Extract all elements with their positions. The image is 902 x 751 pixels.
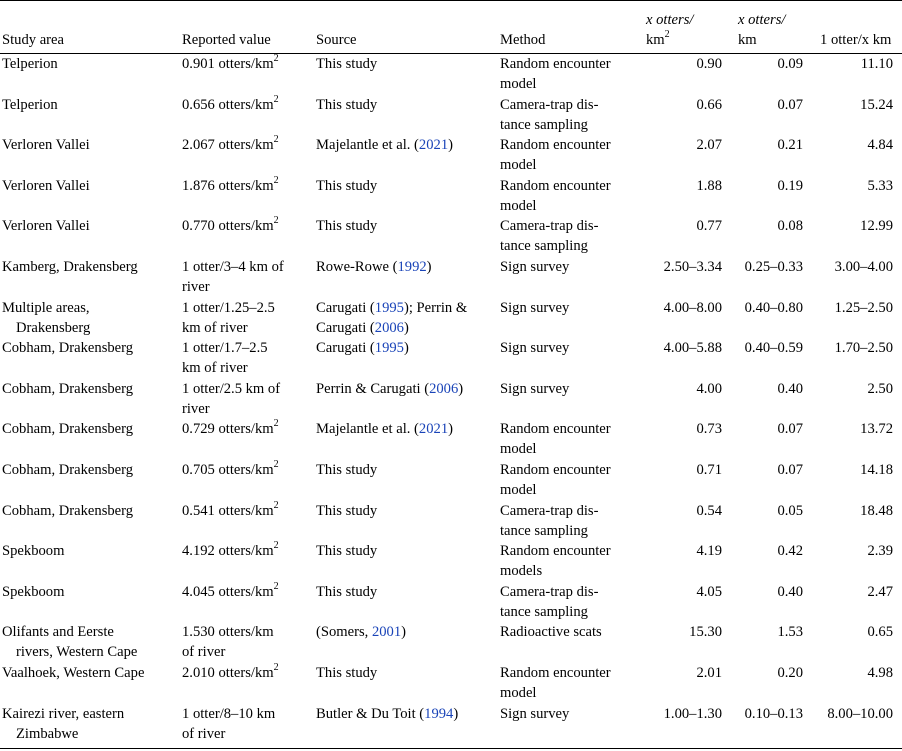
cell-x-per-km: 0.25–0.33 [744, 259, 803, 275]
cell-source: This study [316, 178, 378, 194]
cell-reported-value: 1 otter/1.25–2.5 km of river [182, 300, 275, 336]
cell-x-per-km: 0.20 [777, 665, 803, 681]
cell-one-per-x: 2.50 [867, 381, 893, 397]
cell-x-per-km: 0.40 [777, 381, 803, 397]
cell-study-area: Kairezi river, eastern Zimbabwe [2, 706, 125, 742]
cell-study-area: Verloren Vallei [2, 137, 90, 153]
cell-source: This study [316, 665, 378, 681]
cell-study-area: Cobham, Drakensberg [2, 503, 134, 519]
cell-source: Majelantle et al. (2021) [316, 421, 453, 437]
cell-source: This study [316, 56, 378, 72]
cell-method: Random encounter model [500, 137, 611, 173]
cell-source: Rowe-Rowe (1992) [316, 259, 432, 275]
cell-x-per-km2: 0.73 [696, 421, 722, 437]
cell-reported-value: 0.770 otters/$km^2$ [182, 215, 279, 234]
cell-x-per-km2: 15.30 [689, 624, 722, 640]
header-x-per-km2-line1: x otters/ [646, 12, 694, 28]
cell-x-per-km2: 0.66 [696, 97, 722, 113]
cell-method: Random encounter model [500, 462, 611, 498]
cell-reported-value: 1 otter/8–10 km of river [182, 706, 276, 742]
cell-x-per-km: 0.19 [777, 178, 803, 194]
cell-method: Random encounter model [500, 56, 611, 92]
cell-source: Carugati (1995) [316, 340, 409, 356]
cell-reported-value: 1.876 otters/$km^2$ [182, 175, 279, 194]
cell-x-per-km: 0.05 [777, 503, 803, 519]
cell-method: Radioactive scats [500, 624, 602, 640]
cell-one-per-x: 2.47 [867, 584, 893, 600]
cell-x-per-km: 0.40–0.80 [744, 300, 803, 316]
cell-study-area: Verloren Vallei [2, 218, 90, 234]
cell-one-per-x: 8.00–10.00 [827, 706, 893, 722]
cell-source: This study [316, 503, 378, 519]
cell-method: Random encounter model [500, 665, 611, 701]
cell-method: Camera-trap dis- tance sampling [500, 584, 599, 620]
header-method: Method [500, 32, 546, 48]
cell-x-per-km: 1.53 [777, 624, 803, 640]
cell-source: Perrin & Carugati (2006) [316, 381, 464, 397]
cell-method: Sign survey [500, 706, 570, 722]
cell-reported-value: 0.656 otters/$km^2$ [182, 94, 279, 113]
cell-source: This study [316, 97, 378, 113]
cell-one-per-x: 14.18 [860, 462, 893, 478]
cell-x-per-km2: 1.00–1.30 [663, 706, 722, 722]
cell-one-per-x: 1.70–2.50 [834, 340, 893, 356]
cell-x-per-km: 0.07 [777, 97, 803, 113]
cell-one-per-x: 11.10 [860, 56, 893, 72]
cell-x-per-km2: 2.07 [696, 137, 722, 153]
cell-x-per-km: 0.07 [777, 462, 803, 478]
cell-one-per-x: 0.65 [867, 624, 893, 640]
cell-x-per-km2: 0.77 [696, 218, 722, 234]
cell-one-per-x: 18.48 [860, 503, 893, 519]
cell-x-per-km: 0.09 [777, 56, 803, 72]
citation-year-link[interactable]: 1995 [374, 340, 404, 356]
cell-source: Majelantle et al. (2021) [316, 137, 453, 153]
cell-source: Butler & Du Toit (1994) [316, 706, 459, 722]
cell-reported-value: 4.045 otters/$km^2$ [182, 581, 279, 600]
cell-study-area: Spekboom [2, 543, 65, 559]
cell-source: This study [316, 462, 378, 478]
top-rule [0, 0, 902, 1]
bottom-rule [0, 748, 902, 749]
cell-study-area: Telperion [2, 56, 58, 72]
cell-method: Random encounter model [500, 421, 611, 457]
citation-year-link[interactable]: 2006 [374, 320, 404, 336]
cell-x-per-km2: 4.05 [696, 584, 722, 600]
cell-x-per-km2: 2.01 [696, 665, 722, 681]
cell-method: Camera-trap dis- tance sampling [500, 97, 599, 133]
cell-x-per-km2: 4.00–5.88 [663, 340, 722, 356]
cell-reported-value: 0.901 otters/$km^2$ [182, 53, 279, 72]
cell-one-per-x: 1.25–2.50 [834, 300, 893, 316]
cell-x-per-km2: 4.19 [696, 543, 722, 559]
cell-study-area: Telperion [2, 97, 58, 113]
cell-study-area: Spekboom [2, 584, 65, 600]
cell-x-per-km2: 2.50–3.34 [663, 259, 722, 275]
cell-method: Random encounter models [500, 543, 611, 579]
cell-method: Sign survey [500, 300, 570, 316]
cell-method: Camera-trap dis- tance sampling [500, 218, 599, 254]
header-study-area: Study area [2, 32, 65, 48]
cell-method: Sign survey [500, 259, 570, 275]
header-x-per-km-line1: x otters/ [738, 12, 786, 28]
cell-one-per-x: 13.72 [860, 421, 893, 437]
citation-year-link[interactable]: 2021 [418, 137, 449, 153]
cell-source: This study [316, 543, 378, 559]
cell-method: Camera-trap dis- tance sampling [500, 503, 599, 539]
cell-study-area: Cobham, Drakensberg [2, 421, 134, 437]
header-x-per-km2 [646, 10, 693, 50]
cell-one-per-x: 5.33 [867, 178, 893, 194]
cell-method: Random encounter model [500, 178, 611, 214]
cell-source: (Somers, 2001) [316, 624, 407, 640]
citation-year-link[interactable]: 1995 [374, 300, 404, 316]
citation-year-link[interactable]: 2001 [371, 624, 402, 640]
cell-reported-value: 2.067 otters/$km^2$ [182, 134, 279, 153]
citation-year-link[interactable]: 1994 [424, 706, 454, 722]
cell-reported-value: 1 otter/1.7–2.5 km of river [182, 340, 268, 376]
cell-source: This study [316, 218, 378, 234]
header-source: Source [316, 32, 357, 48]
citation-year-link[interactable]: 2021 [418, 421, 449, 437]
cell-source: This study [316, 584, 378, 600]
cell-study-area: Cobham, Drakensberg [2, 462, 134, 478]
cell-reported-value: 1.530 otters/km of river [182, 624, 274, 660]
cell-one-per-x: 3.00–4.00 [834, 259, 893, 275]
citation-year-link[interactable]: 2006 [429, 381, 459, 397]
cell-one-per-x: 12.99 [860, 218, 893, 234]
cell-method: Sign survey [500, 381, 570, 397]
header-x-per-km2-line2: km [646, 32, 665, 48]
cell-x-per-km: 0.08 [777, 218, 803, 234]
cell-reported-value: 0.729 otters/$km^2$ [182, 418, 279, 437]
header-x-per-km-line2: km [738, 32, 757, 48]
citation-year-link[interactable]: 1992 [397, 259, 427, 275]
cell-one-per-x: 4.98 [867, 665, 893, 681]
cell-x-per-km: 0.40–0.59 [744, 340, 803, 356]
cell-one-per-x: 15.24 [860, 97, 893, 113]
cell-x-per-km: 0.21 [777, 137, 803, 153]
cell-x-per-km2: 0.54 [696, 503, 722, 519]
cell-x-per-km: 0.10–0.13 [744, 706, 803, 722]
cell-x-per-km: 0.42 [777, 543, 803, 559]
cell-reported-value: 4.192 otters/$km^2$ [182, 540, 279, 559]
cell-method: Sign survey [500, 340, 570, 356]
cell-study-area: Cobham, Drakensberg [2, 381, 134, 397]
cell-study-area: Cobham, Drakensberg [2, 340, 134, 356]
cell-source: Carugati (1995); Perrin & Carugati (2006) [316, 300, 468, 336]
cell-x-per-km: 0.40 [777, 584, 803, 600]
cell-study-area: Kamberg, Drakensberg [2, 259, 138, 275]
cell-study-area: Vaalhoek, Western Cape [2, 665, 145, 681]
cell-reported-value: 0.541 otters/$km^2$ [182, 500, 279, 519]
cell-x-per-km: 0.07 [777, 421, 803, 437]
cell-x-per-km2: 1.88 [696, 178, 722, 194]
cell-reported-value: 1 otter/3–4 km of river [182, 259, 284, 295]
header-x-per-km2-sup: 2 [664, 29, 670, 41]
cell-study-area: Verloren Vallei [2, 178, 90, 194]
header-x-per-km [738, 10, 785, 50]
cell-x-per-km2: 4.00 [696, 381, 722, 397]
cell-one-per-x: 2.39 [867, 543, 893, 559]
cell-study-area: Olifants and Eerste rivers, Western Cape [2, 624, 138, 660]
cell-reported-value: 1 otter/2.5 km of river [182, 381, 281, 417]
cell-reported-value: 2.010 otters/$km^2$ [182, 662, 279, 681]
header-reported-value: Reported value [182, 32, 271, 48]
header-one-per-x: 1 otter/x km [820, 32, 892, 48]
cell-study-area: Multiple areas, Drakensberg [2, 300, 91, 336]
cell-one-per-x: 4.84 [867, 137, 893, 153]
cell-x-per-km2: 0.90 [696, 56, 722, 72]
cell-x-per-km2: 0.71 [696, 462, 722, 478]
cell-reported-value: 0.705 otters/$km^2$ [182, 459, 279, 478]
cell-x-per-km2: 4.00–8.00 [663, 300, 722, 316]
